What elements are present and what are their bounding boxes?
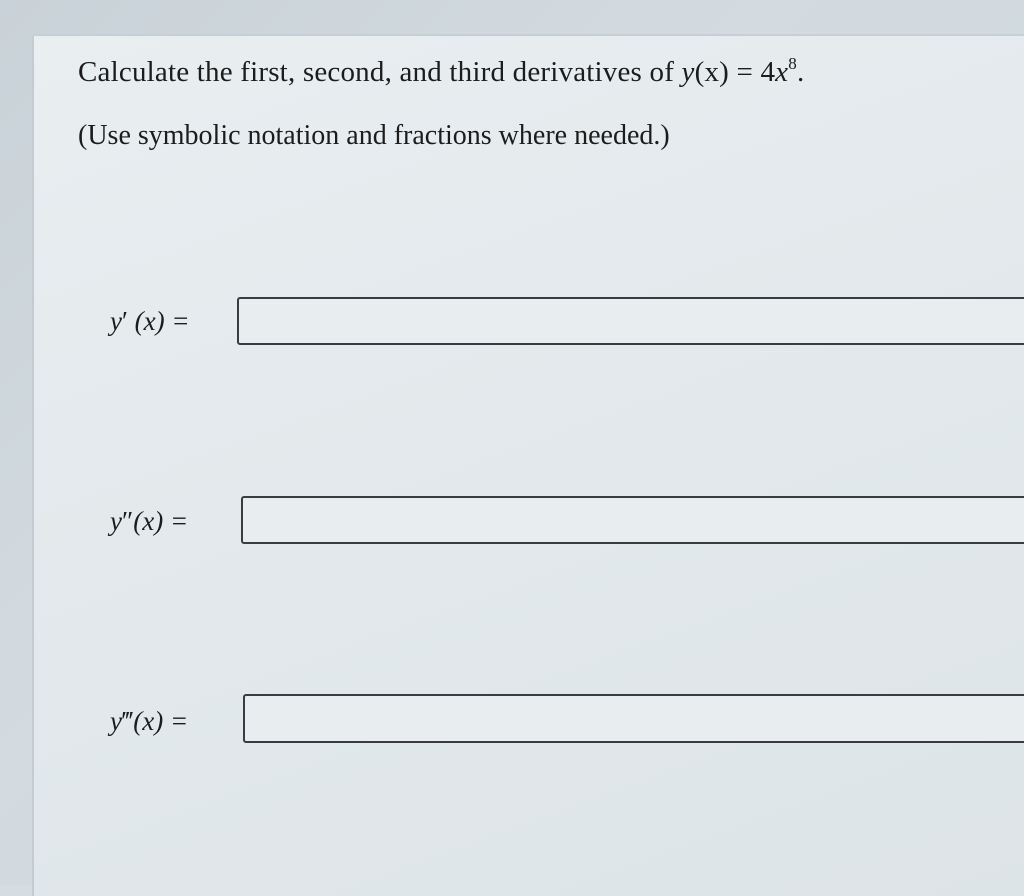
first-derivative-rest: (x) = — [134, 306, 190, 336]
third-derivative-rest: (x) = — [133, 706, 189, 736]
question-func-arg: (x) — [694, 56, 730, 88]
question-suffix: . — [796, 56, 805, 88]
instruction-text: (Use symbolic notation and fractions where needed.) — [78, 120, 670, 151]
first-derivative-prime: ′ — [121, 306, 128, 336]
question-prefix: Calculate the first, second, and third derivatives of — [78, 56, 682, 88]
second-derivative-fn: y — [110, 506, 122, 536]
third-derivative-prime: ‴ — [121, 706, 134, 736]
first-derivative-input[interactable] — [237, 297, 1024, 345]
question-equals: = 4 — [729, 56, 776, 88]
first-derivative-fn: y — [110, 306, 122, 336]
third-derivative-input[interactable] — [243, 694, 1024, 743]
second-derivative-rest: (x) = — [133, 506, 189, 536]
third-derivative-label — [110, 706, 188, 737]
question-func-name: y — [681, 56, 695, 88]
third-derivative-fn: y — [110, 706, 122, 736]
question-text — [78, 56, 804, 89]
second-derivative-label — [110, 506, 188, 537]
first-derivative-label — [110, 306, 190, 337]
second-derivative-prime: ″ — [121, 506, 134, 536]
question-var: x — [775, 56, 789, 88]
screen-area — [34, 36, 1024, 896]
second-derivative-input[interactable] — [241, 496, 1024, 544]
question-exponent: 8 — [788, 54, 797, 73]
